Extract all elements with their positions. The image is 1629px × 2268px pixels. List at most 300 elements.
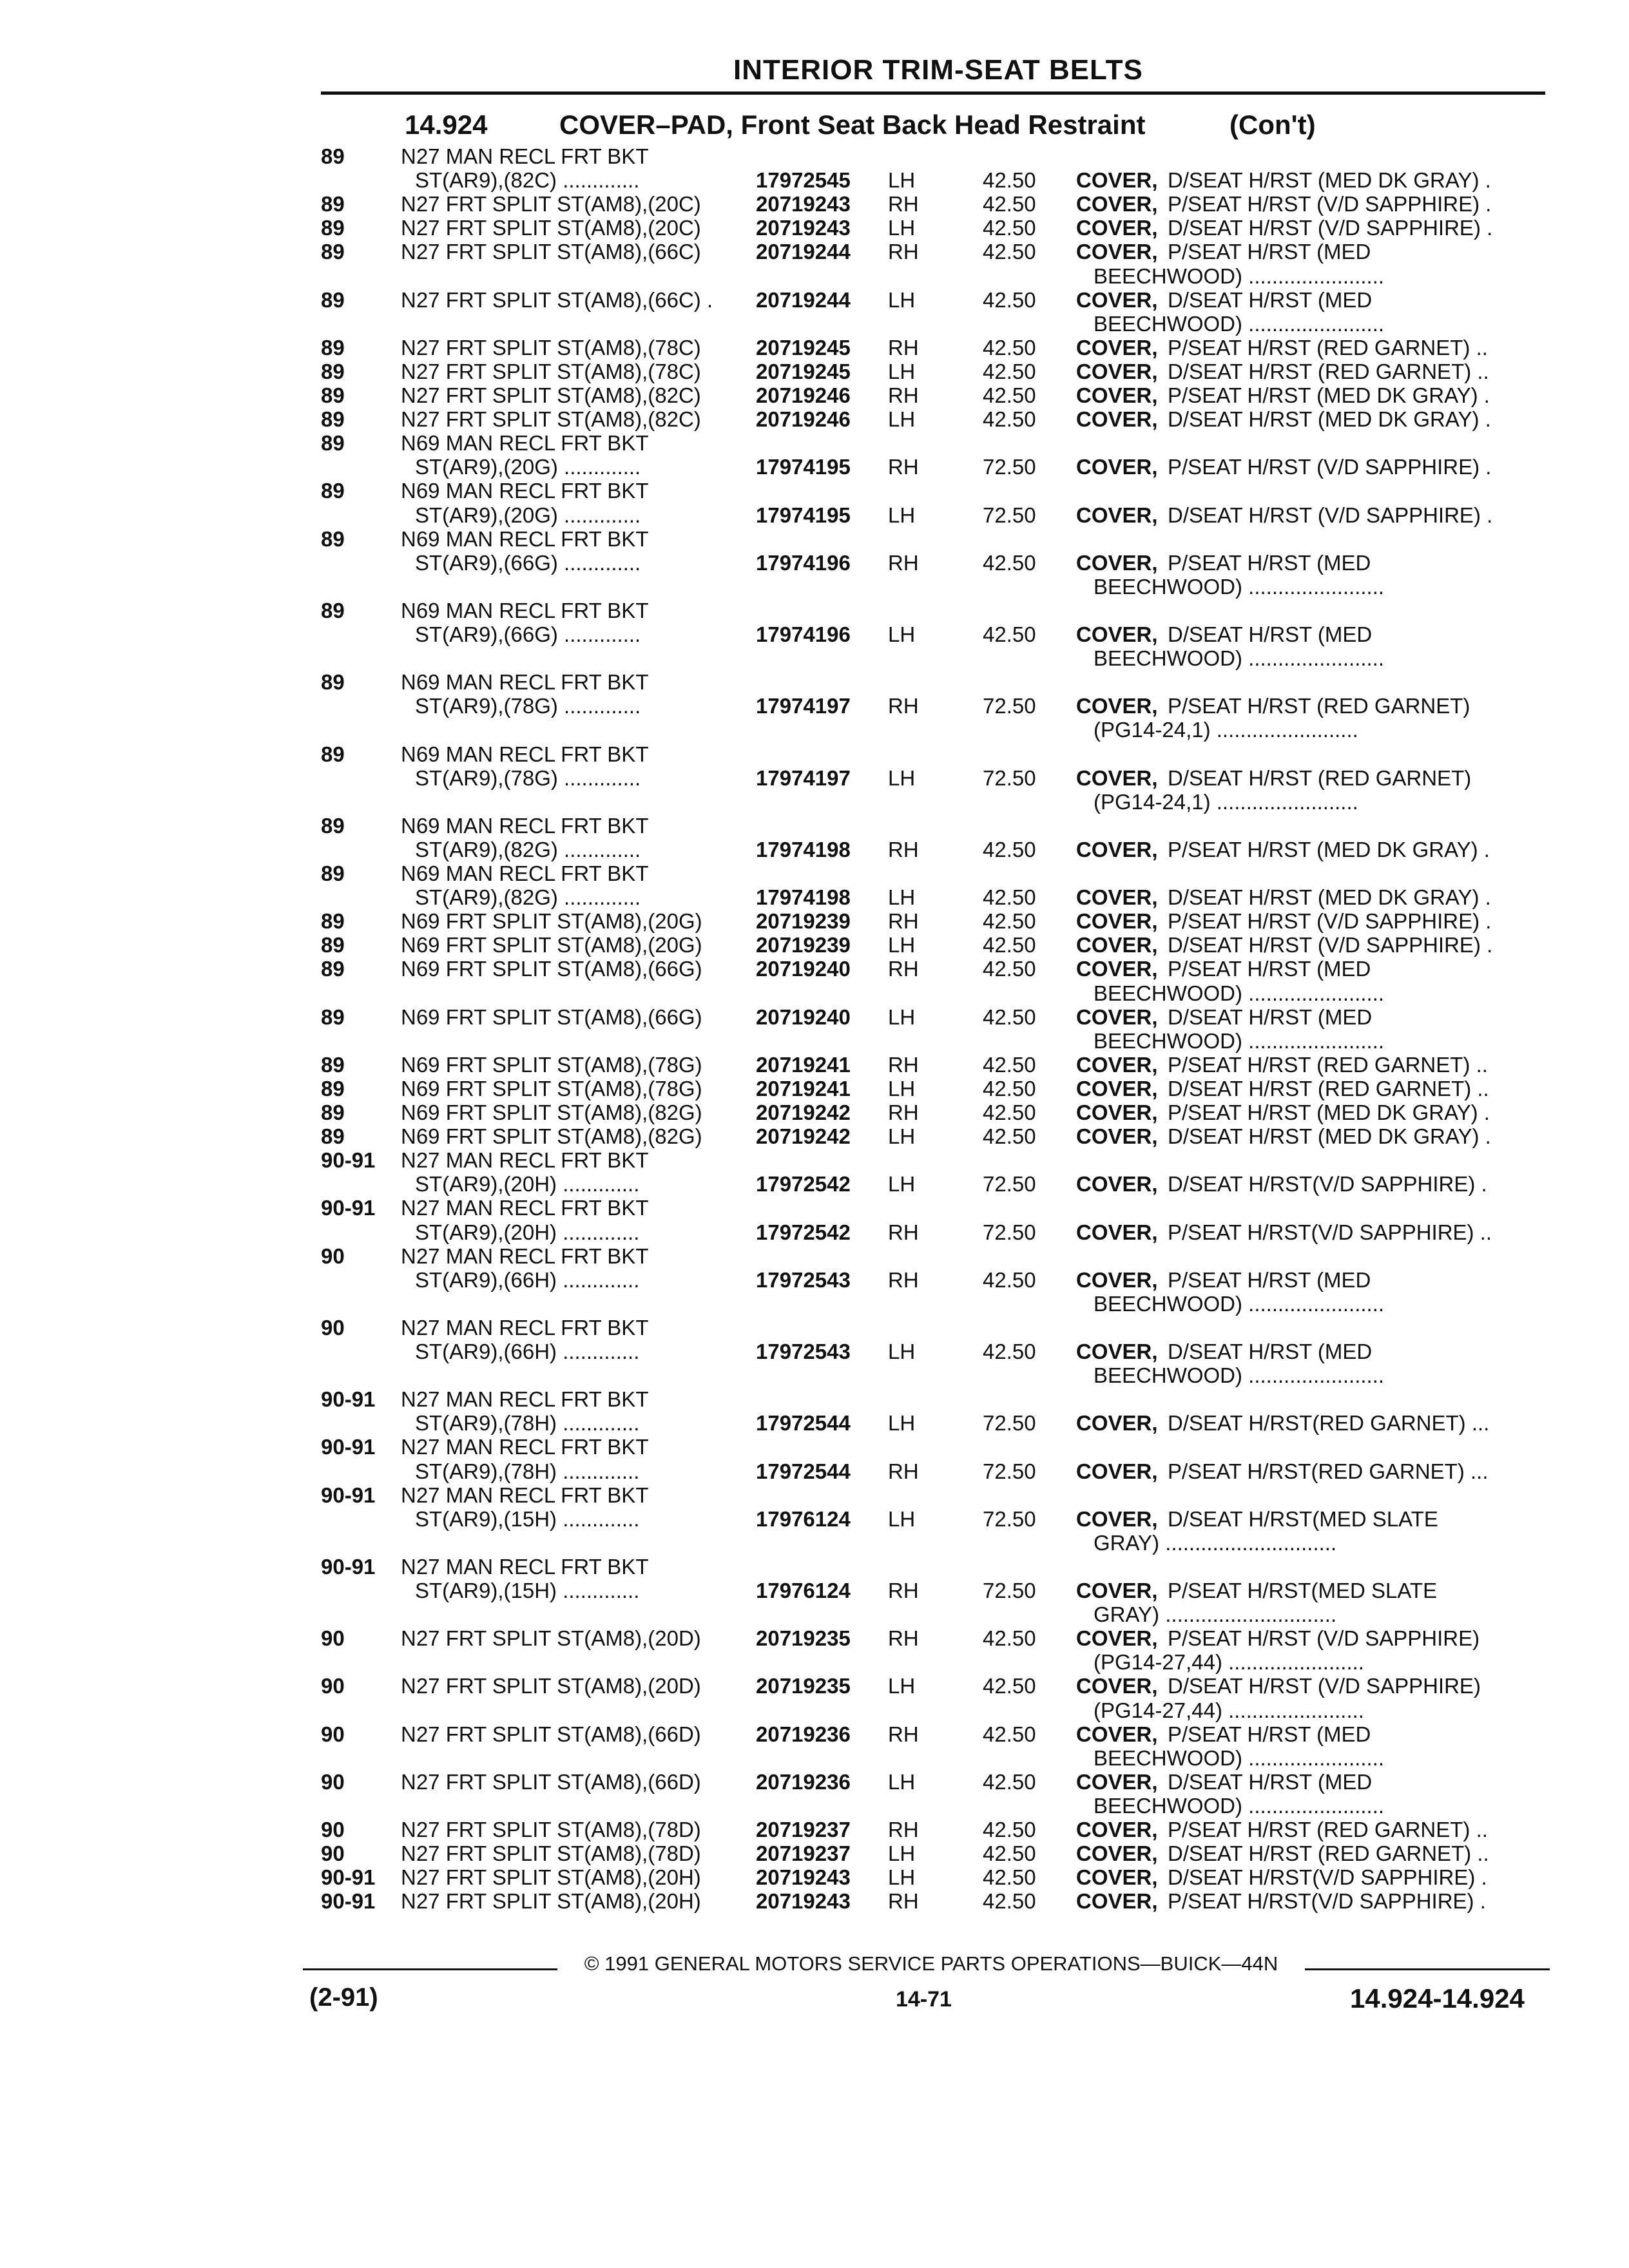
row-desc-label: COVER, [1076,1769,1158,1794]
row-year: 90-91 [321,1865,376,1890]
row-desc-label: COVER, [1076,455,1158,479]
row-usage-line: N27 MAN RECL FRT BKT [401,144,649,168]
row-desc-line: P/SEAT H/RST (MED [1168,240,1371,264]
row-desc-line: BEECHWOOD) ....................... [1094,264,1385,288]
row-desc-label: COVER, [1076,287,1158,312]
row-usage-line: N27 MAN RECL FRT BKT [401,1244,649,1268]
row-part-number: 20719243 [756,1889,851,1914]
row-desc-line: GRAY) ............................. [1094,1602,1337,1627]
row-desc-label: COVER, [1076,1818,1158,1841]
row-year: 89 [321,216,345,240]
row-part-number: 17974198 [756,837,851,861]
row-price: 72.50 [983,455,1036,479]
row-desc-line: BEECHWOOD) ....................... [1094,311,1385,336]
row-price: 42.50 [983,240,1036,264]
row-desc-label: COVER, [1076,1626,1158,1651]
row-price: 42.50 [983,1100,1036,1124]
row-side: RH [888,335,919,360]
row-side: LH [888,1865,916,1890]
row-price: 72.50 [983,1411,1036,1436]
row-usage-line: N69 MAN RECL FRT BKT [401,526,649,551]
row-price: 42.50 [983,909,1036,934]
row-part-number: 17974195 [756,503,851,527]
row-desc-label: COVER, [1076,1722,1158,1746]
row-desc-line: D/SEAT H/RST (MED [1168,1340,1373,1363]
row-price: 42.50 [983,1267,1036,1292]
row-usage-line: N69 FRT SPLIT ST(AM8),(20G) [401,933,702,957]
row-part-number: 20719235 [756,1674,851,1698]
row-desc-label: COVER, [1076,1889,1158,1914]
row-part-number: 20719243 [756,216,851,240]
row-side: LH [888,1674,916,1698]
row-usage-line: ST(AR9),(78G) ............. [415,694,641,718]
row-desc-line: P/SEAT H/RST (MED [1168,1722,1371,1746]
row-usage-line: ST(AR9),(15H) ............. [415,1506,640,1531]
row-desc-label: COVER, [1076,694,1158,718]
row-year: 90 [321,1722,345,1746]
row-desc-label: COVER, [1076,1267,1158,1292]
footer-rule-left [303,1968,557,1970]
row-desc-line: D/SEAT H/RST (RED GARNET) .. [1168,1076,1489,1100]
row-desc-line: D/SEAT H/RST(MED SLATE [1168,1506,1438,1531]
row-side: LH [888,1124,916,1149]
row-part-number: 20719246 [756,407,851,432]
row-usage-line: ST(AR9),(66G) ............. [415,550,641,575]
row-price: 42.50 [983,1340,1036,1363]
row-desc-label: COVER, [1076,933,1158,957]
row-part-number: 20719243 [756,192,851,216]
row-desc-label: COVER, [1076,1506,1158,1531]
row-price: 42.50 [983,550,1036,575]
row-year: 90 [321,1841,345,1866]
row-desc-line: BEECHWOOD) ....................... [1094,574,1385,599]
row-side: RH [888,957,919,981]
row-desc-label: COVER, [1076,957,1158,981]
row-year: 90 [321,1674,345,1698]
row-part-number: 20719244 [756,287,851,312]
row-year: 90-91 [321,1387,376,1412]
row-part-number: 20719245 [756,359,851,383]
row-usage-line: N69 MAN RECL FRT BKT [401,670,649,695]
row-year: 89 [321,1052,345,1077]
row-price: 42.50 [983,885,1036,910]
row-usage-line: N27 FRT SPLIT ST(AM8),(78D) [401,1841,701,1866]
row-desc-label: COVER, [1076,1004,1158,1029]
row-price: 72.50 [983,1579,1036,1602]
page-header-title: INTERIOR TRIM-SEAT BELTS [733,54,1143,86]
row-part-number: 17974197 [756,765,851,790]
row-desc-line: P/SEAT H/RST (RED GARNET) .. [1168,1818,1488,1841]
row-part-number: 20719242 [756,1124,851,1149]
row-side: RH [888,1459,919,1483]
row-desc-line: BEECHWOOD) ....................... [1094,646,1385,671]
row-usage-line: N27 MAN RECL FRT BKT [401,1387,649,1412]
row-side: RH [888,1100,919,1124]
row-part-number: 20719239 [756,909,851,934]
row-usage-line: N69 MAN RECL FRT BKT [401,479,649,503]
row-desc-line: P/SEAT H/RST(V/D SAPPHIRE) . [1168,1889,1486,1914]
row-year: 90 [321,1244,345,1268]
row-desc-line: P/SEAT H/RST (MED [1168,1267,1371,1292]
row-side: RH [888,909,919,934]
row-usage-line: ST(AR9),(82C) ............. [415,168,640,193]
row-price: 42.50 [983,1841,1036,1866]
row-price: 42.50 [983,335,1036,360]
row-part-number: 17972542 [756,1172,851,1196]
row-price: 42.50 [983,287,1036,312]
row-usage-line: ST(AR9),(82G) ............. [415,837,641,861]
row-desc-line: P/SEAT H/RST (MED [1168,550,1371,575]
row-price: 42.50 [983,933,1036,957]
row-usage-line: N27 FRT SPLIT ST(AM8),(66C) . [401,287,713,312]
row-desc-label: COVER, [1076,383,1158,407]
row-desc-label: COVER, [1076,909,1158,934]
row-year: 89 [321,407,345,432]
row-side: RH [888,1267,919,1292]
row-part-number: 17972543 [756,1340,851,1363]
footer-rule-right [1305,1968,1550,1970]
row-price: 42.50 [983,1124,1036,1149]
row-price: 42.50 [983,837,1036,861]
row-desc-line: D/SEAT H/RST (MED [1168,287,1373,312]
row-year: 89 [321,479,345,503]
row-desc-label: COVER, [1076,1579,1158,1602]
row-price: 42.50 [983,1004,1036,1029]
row-side: LH [888,1172,916,1196]
row-usage-line: N27 FRT SPLIT ST(AM8),(78C) [401,335,701,360]
row-usage-line: N27 FRT SPLIT ST(AM8),(78C) [401,359,701,383]
row-side: LH [888,359,916,383]
row-usage-line: N27 FRT SPLIT ST(AM8),(20H) [401,1889,701,1914]
row-desc-label: COVER, [1076,1865,1158,1890]
row-price: 42.50 [983,383,1036,407]
row-desc-line: D/SEAT H/RST(V/D SAPPHIRE) . [1168,1865,1487,1890]
row-desc-label: COVER, [1076,503,1158,527]
row-part-number: 20719236 [756,1722,851,1746]
row-side: LH [888,885,916,910]
row-side: RH [888,240,919,264]
row-year: 89 [321,431,345,456]
row-desc-line: D/SEAT H/RST (V/D SAPPHIRE) . [1168,216,1493,240]
row-year: 90 [321,1769,345,1794]
row-price: 42.50 [983,1076,1036,1100]
footer-date-code: (2-91) [309,1983,378,2012]
row-usage-line: N27 FRT SPLIT ST(AM8),(20H) [401,1865,701,1890]
row-desc-line: BEECHWOOD) ....................... [1094,1793,1385,1818]
row-desc-line: BEECHWOOD) ....................... [1094,981,1385,1005]
row-year: 89 [321,670,345,695]
row-side: RH [888,192,919,216]
row-side: RH [888,1220,919,1244]
row-part-number: 20719235 [756,1626,851,1651]
row-desc-line: P/SEAT H/RST (V/D SAPPHIRE) . [1168,455,1492,479]
row-usage-line: N27 FRT SPLIT ST(AM8),(66D) [401,1722,701,1746]
row-side: LH [888,1769,916,1794]
row-desc-line: BEECHWOOD) ....................... [1094,1745,1385,1770]
row-desc-line: P/SEAT H/RST(RED GARNET) ... [1168,1459,1489,1483]
row-price: 72.50 [983,1172,1036,1196]
row-usage-line: N69 FRT SPLIT ST(AM8),(66G) [401,957,702,981]
row-year: 89 [321,1004,345,1029]
row-usage-line: ST(AR9),(66H) ............. [415,1340,640,1363]
row-part-number: 20719236 [756,1769,851,1794]
row-desc-label: COVER, [1076,885,1158,910]
row-desc-line: P/SEAT H/RST (RED GARNET) .. [1168,335,1488,360]
row-desc-line: D/SEAT H/RST (MED [1168,622,1373,646]
row-part-number: 20719243 [756,1865,851,1890]
row-desc-line: D/SEAT H/RST (MED DK GRAY) . [1168,407,1491,432]
row-desc-line: D/SEAT H/RST (V/D SAPPHIRE) . [1168,933,1493,957]
row-year: 90-91 [321,1148,376,1173]
row-side: RH [888,1626,919,1651]
row-part-number: 17972544 [756,1411,851,1436]
row-desc-label: COVER, [1076,1411,1158,1436]
row-desc-label: COVER, [1076,1459,1158,1483]
row-price: 72.50 [983,694,1036,718]
row-usage-line: N69 FRT SPLIT ST(AM8),(66G) [401,1004,702,1029]
row-usage-line: N69 FRT SPLIT ST(AM8),(82G) [401,1124,702,1149]
row-usage-line: N69 FRT SPLIT ST(AM8),(82G) [401,1100,702,1124]
row-year: 90-91 [321,1554,376,1579]
row-desc-line: D/SEAT H/RST (V/D SAPPHIRE) [1168,1674,1481,1698]
row-year: 90-91 [321,1483,376,1507]
row-desc-line: P/SEAT H/RST(MED SLATE [1168,1579,1438,1602]
row-price: 42.50 [983,1674,1036,1698]
row-side: RH [888,837,919,861]
row-year: 90-91 [321,1196,376,1220]
row-usage-line: N27 MAN RECL FRT BKT [401,1483,649,1507]
row-desc-line: BEECHWOOD) ....................... [1094,1291,1385,1316]
row-year: 89 [321,144,345,168]
row-usage-line: N69 FRT SPLIT ST(AM8),(20G) [401,909,702,934]
footer-page-number: 14-71 [896,1987,952,2012]
row-price: 42.50 [983,1722,1036,1746]
row-desc-label: COVER, [1076,1100,1158,1124]
row-usage-line: ST(AR9),(20G) ............. [415,503,641,527]
row-year: 90-91 [321,1889,376,1914]
row-year: 89 [321,742,345,766]
row-part-number: 20719245 [756,335,851,360]
row-usage-line: ST(AR9),(78G) ............. [415,765,641,790]
row-desc-line: D/SEAT H/RST (RED GARNET) [1168,765,1472,790]
row-price: 42.50 [983,622,1036,646]
row-usage-line: N27 MAN RECL FRT BKT [401,1554,649,1579]
row-year: 89 [321,933,345,957]
row-desc-label: COVER, [1076,359,1158,383]
row-year: 89 [321,909,345,934]
row-year: 89 [321,957,345,981]
row-part-number: 17974195 [756,455,851,479]
row-part-number: 17974196 [756,622,851,646]
row-side: LH [888,287,916,312]
row-usage-line: N69 FRT SPLIT ST(AM8),(78G) [401,1076,702,1100]
row-part-number: 20719240 [756,1004,851,1029]
row-usage-line: ST(AR9),(66H) ............. [415,1267,640,1292]
row-desc-line: D/SEAT H/RST (RED GARNET) .. [1168,359,1489,383]
row-usage-line: N27 FRT SPLIT ST(AM8),(66D) [401,1769,701,1794]
row-year: 90 [321,1818,345,1841]
row-side: LH [888,216,916,240]
row-part-number: 17972542 [756,1220,851,1244]
row-side: RH [888,694,919,718]
row-side: LH [888,1506,916,1531]
row-year: 89 [321,335,345,360]
row-usage-line: ST(AR9),(82G) ............. [415,885,641,910]
row-side: LH [888,407,916,432]
row-part-number: 20719244 [756,240,851,264]
row-year: 90 [321,1315,345,1340]
row-desc-line: P/SEAT H/RST (MED DK GRAY) . [1168,1100,1490,1124]
row-desc-label: COVER, [1076,765,1158,790]
row-part-number: 20719241 [756,1076,851,1100]
row-desc-line: P/SEAT H/RST (RED GARNET) [1168,694,1470,718]
row-part-number: 20719239 [756,933,851,957]
row-usage-line: N27 MAN RECL FRT BKT [401,1315,649,1340]
row-part-number: 17976124 [756,1579,851,1602]
row-price: 42.50 [983,168,1036,193]
row-side: RH [888,550,919,575]
row-desc-line: P/SEAT H/RST(V/D SAPPHIRE) .. [1168,1220,1492,1244]
row-price: 42.50 [983,1769,1036,1794]
row-desc-line: BEECHWOOD) ....................... [1094,1028,1385,1053]
row-side: RH [888,1889,919,1914]
row-usage-line: N27 FRT SPLIT ST(AM8),(82C) [401,383,701,407]
row-desc-line: D/SEAT H/RST (MED [1168,1769,1373,1794]
row-desc-label: COVER, [1076,1841,1158,1866]
row-usage-line: N27 MAN RECL FRT BKT [401,1148,649,1173]
row-side: LH [888,1076,916,1100]
row-desc-line: P/SEAT H/RST (MED [1168,957,1371,981]
row-price: 72.50 [983,503,1036,527]
row-year: 89 [321,813,345,838]
row-desc-label: COVER, [1076,1076,1158,1100]
row-part-number: 20719237 [756,1841,851,1866]
section-continued: (Con't) [1229,110,1316,140]
row-desc-label: COVER, [1076,192,1158,216]
row-side: LH [888,933,916,957]
row-desc-line: BEECHWOOD) ....................... [1094,1363,1385,1388]
row-price: 42.50 [983,216,1036,240]
row-year: 89 [321,598,345,622]
row-side: LH [888,503,916,527]
row-side: RH [888,1052,919,1077]
row-desc-line: (PG14-27,44) ....................... [1094,1650,1364,1675]
row-desc-label: COVER, [1076,622,1158,646]
row-part-number: 20719237 [756,1818,851,1841]
row-desc-line: D/SEAT H/RST(RED GARNET) ... [1168,1411,1490,1436]
row-desc-label: COVER, [1076,240,1158,264]
row-desc-label: COVER, [1076,1052,1158,1077]
row-usage-line: ST(AR9),(66G) ............. [415,622,641,646]
row-desc-label: COVER, [1076,837,1158,861]
section-number: 14.924 [405,110,488,140]
row-desc-line: GRAY) ............................. [1094,1530,1337,1555]
footer-section-range: 14.924-14.924 [1350,1983,1525,2013]
row-usage-line: ST(AR9),(20G) ............. [415,455,641,479]
row-price: 42.50 [983,957,1036,981]
row-usage-line: N69 MAN RECL FRT BKT [401,742,649,766]
row-usage-line: N27 MAN RECL FRT BKT [401,1435,649,1459]
row-year: 89 [321,287,345,312]
row-usage-line: ST(AR9),(20H) ............. [415,1172,640,1196]
row-part-number: 20719246 [756,383,851,407]
row-usage-line: N69 FRT SPLIT ST(AM8),(78G) [401,1052,702,1077]
row-desc-line: D/SEAT H/RST (RED GARNET) .. [1168,1841,1489,1866]
row-part-number: 17974196 [756,550,851,575]
row-part-number: 17972544 [756,1459,851,1483]
row-desc-label: COVER, [1076,168,1158,193]
row-side: RH [888,455,919,479]
row-year: 90-91 [321,1435,376,1459]
row-part-number: 17976124 [756,1506,851,1531]
row-price: 42.50 [983,1626,1036,1651]
row-desc-line: P/SEAT H/RST (MED DK GRAY) . [1168,837,1490,861]
row-desc-line: D/SEAT H/RST(V/D SAPPHIRE) . [1168,1172,1487,1196]
row-part-number: 20719242 [756,1100,851,1124]
row-part-number: 17974197 [756,694,851,718]
row-price: 42.50 [983,359,1036,383]
section-name: COVER–PAD, Front Seat Back Head Restraint [559,110,1146,140]
row-year: 89 [321,861,345,885]
row-desc-line: P/SEAT H/RST (V/D SAPPHIRE) . [1168,192,1492,216]
row-side: RH [888,383,919,407]
footer-copyright: © 1991 GENERAL MOTORS SERVICE PARTS OPERATIONS—BUICK—44N [584,1952,1278,1975]
row-usage-line: ST(AR9),(15H) ............. [415,1579,640,1602]
row-desc-line: (PG14-27,44) ....................... [1094,1698,1364,1722]
row-side: LH [888,765,916,790]
row-desc-line: P/SEAT H/RST (V/D SAPPHIRE) [1168,1626,1480,1651]
row-part-number: 17972543 [756,1267,851,1292]
row-part-number: 20719241 [756,1052,851,1077]
row-price: 72.50 [983,1506,1036,1531]
row-year: 89 [321,192,345,216]
row-desc-label: COVER, [1076,550,1158,575]
row-desc-line: D/SEAT H/RST (MED DK GRAY) . [1168,885,1491,910]
row-desc-line: D/SEAT H/RST (MED DK GRAY) . [1168,168,1491,193]
row-usage-line: N27 FRT SPLIT ST(AM8),(20D) [401,1674,701,1698]
row-usage-line: N69 MAN RECL FRT BKT [401,598,649,622]
row-price: 72.50 [983,765,1036,790]
row-price: 42.50 [983,192,1036,216]
row-usage-line: N27 FRT SPLIT ST(AM8),(66C) [401,240,701,264]
row-desc-label: COVER, [1076,1220,1158,1244]
row-price: 72.50 [983,1459,1036,1483]
row-side: RH [888,1722,919,1746]
row-desc-line: D/SEAT H/RST (V/D SAPPHIRE) . [1168,503,1493,527]
row-part-number: 17974198 [756,885,851,910]
row-usage-line: ST(AR9),(78H) ............. [415,1459,640,1483]
row-desc-label: COVER, [1076,1124,1158,1149]
row-desc-line: (PG14-24,1) ........................ [1094,789,1358,814]
row-usage-line: N27 MAN RECL FRT BKT [401,1196,649,1220]
row-desc-label: COVER, [1076,1674,1158,1698]
row-year: 89 [321,1100,345,1124]
row-desc-line: D/SEAT H/RST (MED [1168,1004,1373,1029]
row-desc-line: D/SEAT H/RST (MED DK GRAY) . [1168,1124,1491,1149]
row-price: 42.50 [983,1889,1036,1914]
row-part-number: 17972545 [756,168,851,193]
row-side: LH [888,1411,916,1436]
row-usage-line: N69 MAN RECL FRT BKT [401,813,649,838]
row-year: 89 [321,383,345,407]
row-usage-line: ST(AR9),(20H) ............. [415,1220,640,1244]
row-side: RH [888,1818,919,1841]
row-desc-line: (PG14-24,1) ........................ [1094,718,1358,742]
row-desc-line: P/SEAT H/RST (V/D SAPPHIRE) . [1168,909,1492,934]
row-usage-line: N69 MAN RECL FRT BKT [401,861,649,885]
row-desc-label: COVER, [1076,335,1158,360]
row-side: LH [888,1004,916,1029]
